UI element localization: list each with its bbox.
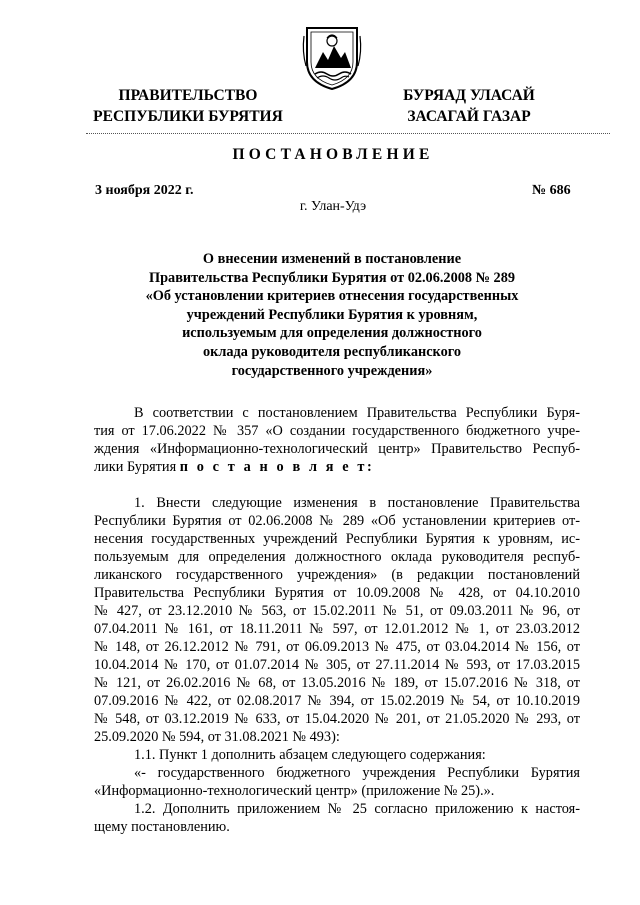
item1-line: Правительства Республики Бурятия от 10.09.2008 № 428, от 04.10.2010 (94, 585, 580, 601)
title-line: «Об установлении критериев отнесения государственных (145, 288, 519, 305)
item1-line: ликанского государственного учреждения» (в редакции постановлений (94, 567, 580, 583)
coat-of-arms-icon (301, 22, 363, 92)
paragraph-gap (94, 476, 580, 494)
document-city: г. Улан-Удэ (299, 199, 367, 214)
title-line: Правительства Республики Бурятия от 02.06.2008 № 289 (148, 269, 515, 286)
item1-line: несения государственных учреждений Республики Бурятия к уровням, ис- (94, 531, 580, 547)
item11-line: «- государственного бюджетного учреждения Республики Бурятия (134, 765, 580, 781)
item1-line: 07.04.2011 № 161, от 18.11.2011 № 597, от 12.01.2012 № 1, от 23.03.2012 (94, 621, 580, 637)
resolves-word: п о с т а н о в л я е т: (179, 459, 375, 475)
item12-line: щему постановлению. (94, 819, 230, 835)
preamble-line4-text: лики Бурятия (94, 459, 180, 475)
header-right-line2: ЗАСАГАЙ ГАЗАР (407, 108, 531, 125)
title-line: государственного учреждения» (231, 362, 433, 379)
item12-line: 1.2. Дополнить приложением № 25 согласно приложению к настоя- (134, 801, 580, 817)
title-line: используемым для определения должностного (182, 325, 482, 342)
item1-line: 25.09.2020 № 594, от 31.08.2021 № 493): (94, 729, 340, 745)
document-type: ПОСТАНОВЛЕНИЕ (232, 146, 434, 163)
title-line: оклада руководителя республиканского (202, 343, 462, 360)
item1-line: Республики Бурятия от 02.06.2008 № 289 «Об установлении критериев от- (94, 513, 580, 529)
document-number: № 686 (532, 183, 571, 198)
header-left-line2: РЕСПУБЛИКИ БУРЯТИЯ (93, 108, 283, 125)
preamble-line: тия от 17.06.2022 № 357 «О создании государственного бюджетного учре- (94, 423, 580, 439)
item1-line: 07.09.2016 № 422, от 02.08.2017 № 394, от 15.02.2019 № 54, от 10.10.2019 (94, 693, 580, 709)
item11-line: 1.1. Пункт 1 дополнить абзацем следующего содержания: (134, 747, 486, 763)
item1-line: № 148, от 26.12.2012 № 791, от 06.09.2013 № 475, от 03.04.2014 № 156, от (94, 639, 580, 655)
title-line: О внесении изменений в постановление (202, 251, 462, 267)
header-left-line1: ПРАВИТЕЛЬСТВО (118, 87, 258, 104)
preamble-last-line (94, 458, 580, 476)
title-line: учреждений Республики Бурятия к уровням, (186, 306, 478, 323)
preamble-line: В соответствии с постановлением Правительства Республики Буря- (134, 405, 580, 421)
government-name-russian (88, 85, 288, 127)
header-right-line1: БУРЯАД УЛАСАЙ (403, 87, 535, 104)
item1-line: № 121, от 26.02.2016 № 68, от 13.05.2016 № 189, от 15.07.2016 № 318, от (94, 675, 580, 691)
header-divider (86, 133, 610, 134)
document-body (94, 404, 580, 836)
item1-line: пользуемым для определения должностного оклада руководителя респуб- (94, 549, 580, 565)
preamble-line: ждения «Информационно-технологический центр» Правительство Респуб- (94, 441, 580, 457)
document-title (120, 250, 544, 380)
document-date: 3 ноября 2022 г. (95, 183, 194, 198)
item1-line: № 548, от 03.12.2019 № 633, от 15.04.2020 № 201, от 21.05.2020 № 293, от (94, 711, 580, 727)
item1-line: 1. Внести следующие изменения в постановление Правительства (134, 495, 580, 511)
item1-line: 10.04.2014 № 170, от 01.07.2014 № 305, от 27.11.2014 № 593, от 17.03.2015 (94, 657, 580, 673)
item11-line: «Информационно-технологический центр» (приложение № 25).». (94, 783, 495, 799)
government-name-buryat (386, 85, 552, 127)
item1-line: № 427, от 23.12.2010 № 563, от 15.02.2011 № 51, от 09.03.2011 № 96, от (94, 603, 580, 619)
